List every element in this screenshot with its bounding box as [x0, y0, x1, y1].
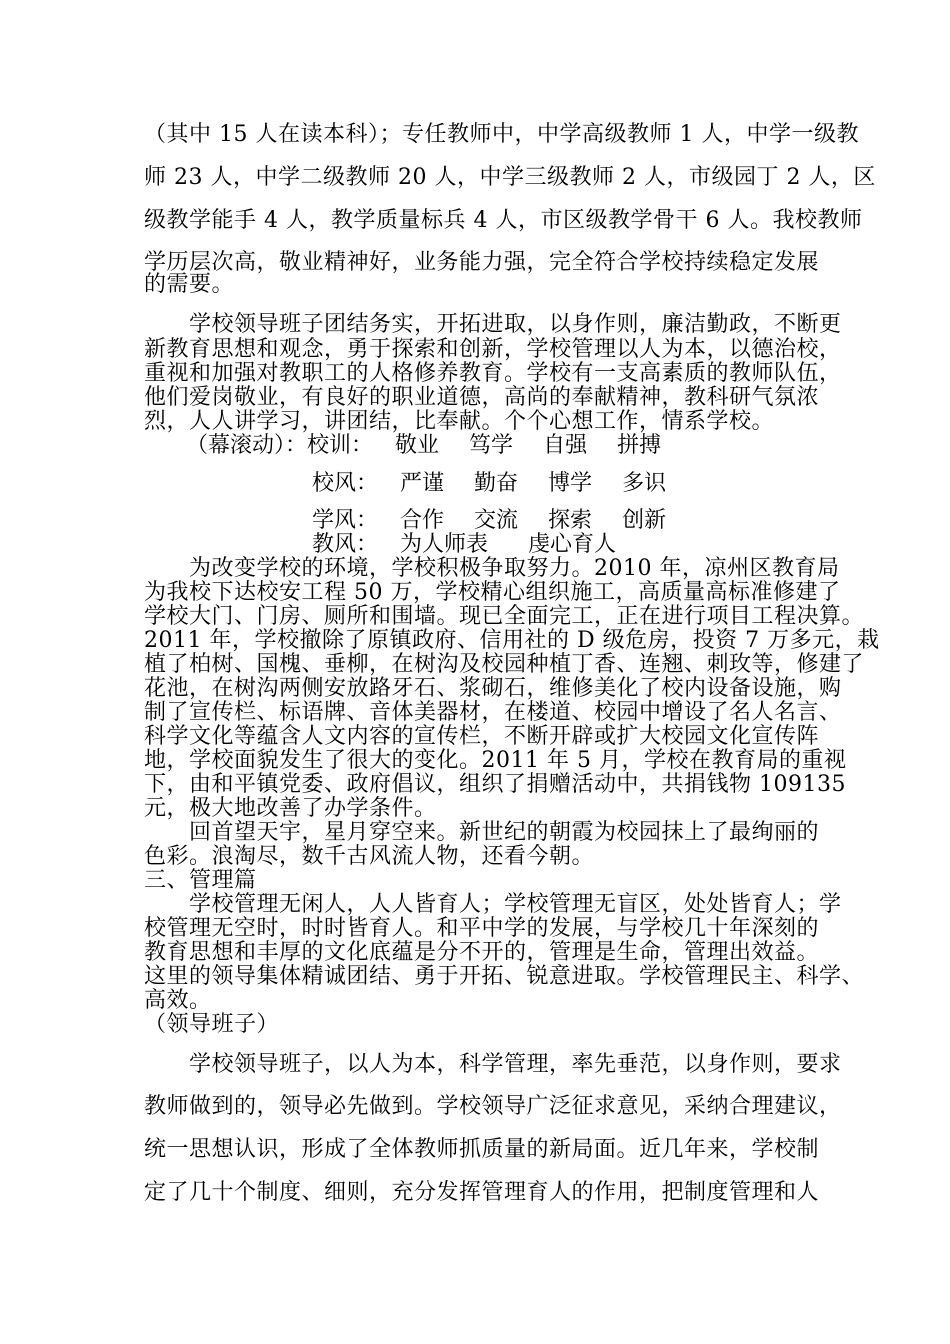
motto-key: 学风：: [312, 508, 379, 533]
paragraph-1-line-4: 学历层次高，敬业精神好，业务能力强，完全符合学校持续稳定发展: [144, 250, 820, 275]
motto-value: 探索: [548, 508, 593, 533]
paragraph-3-line-9: 地，学校面貌发生了很大的变化。2011 年 5 月，学校在教育局的重视: [144, 748, 847, 773]
paragraph-6-line-2: 教师做到的，领导必先做到。学校领导广泛征求意见，采纳合理建议，: [144, 1094, 842, 1119]
motto-value: 创新: [622, 508, 667, 533]
motto-row-1: [186, 433, 856, 459]
paragraph-1-line-3: 级教学能手 4 人，教学质量标兵 4 人，市区级教学骨干 6 人。我校教师: [144, 208, 863, 233]
paragraph-5-line-1: 学校管理无闲人，人人皆育人；学校管理无盲区，处处皆育人；学: [144, 892, 842, 917]
paragraph-1-line-1: （其中 15 人在读本科）；专任教师中，中学高级教师 1 人，中学一级教: [144, 122, 859, 147]
motto-value: 严谨: [400, 471, 445, 496]
motto-value: 敬业: [395, 433, 440, 458]
paragraph-5-line-5: 高效。: [144, 988, 212, 1013]
paragraph-2-line-2: 新教育思想和观念，勇于探索和创新，学校管理以人为本，以德治校，: [144, 337, 842, 362]
paragraph-3-line-7: 制了宣传栏、标语牌、音体美器材，在楼道、校园中增设了名人名言、: [144, 700, 842, 725]
motto-value: 虔心育人: [528, 532, 617, 557]
motto-row-2: [312, 471, 950, 497]
motto-key: 校风：: [312, 471, 379, 496]
paragraph-2-line-1: 学校领导班子团结务实，开拓进取，以身作则，廉洁勤政，不断更: [144, 312, 842, 337]
motto-value: 勤奋: [474, 471, 519, 496]
paragraph-6-line-3: 统一思想认识，形成了全体教师抓质量的新局面。近几年来，学校制: [144, 1137, 820, 1162]
motto-value: 合作: [400, 508, 445, 533]
paragraph-3-line-5: 植了柏树、国槐、垂柳，在树沟及校园种植丁香、连翘、刺玫等，修建了: [144, 652, 865, 677]
motto-value: 博学: [548, 471, 593, 496]
motto-value: 为人师表: [400, 532, 489, 557]
motto-value: 多识: [622, 471, 667, 496]
motto-row-3: [312, 508, 950, 534]
paragraph-1-line-5: 的需要。: [144, 272, 235, 297]
paragraph-3-line-3: 学校大门、门房、厕所和围墙。现已全面完工，正在进行项目工程决算。: [144, 604, 865, 629]
paragraph-3-line-1: 为改变学校的环境，学校积极争取努力。2010 年，凉州区教育局: [144, 556, 840, 581]
subsection-title: （领导班子）: [144, 1012, 280, 1037]
paragraph-1-line-2: 师 23 人，中学二级教师 20 人，中学三级教师 2 人，市级园丁 2 人，区: [144, 165, 876, 190]
motto-value: 自强: [543, 433, 588, 458]
paragraph-5-line-2: 校管理无空时，时时皆育人。和平中学的发展，与学校几十年深刻的: [144, 916, 820, 941]
paragraph-2-line-4: 他们爱岗敬业，有良好的职业道德，高尚的奉献精神，教科研气氛浓: [144, 385, 820, 410]
paragraph-6-line-1: 学校领导班子，以人为本，科学管理，率先垂范，以身作则，要求: [144, 1052, 842, 1077]
motto-row-4: [312, 532, 950, 558]
paragraph-3-line-6: 花池，在树沟两侧安放路牙石、浆砌石，维修美化了校内设备设施，购: [144, 676, 842, 701]
paragraph-3-line-4: 2011 年，学校撤除了原镇政府、信用社的 D 级危房，投资 7 万多元，栽: [144, 628, 880, 653]
motto-value: 交流: [474, 508, 519, 533]
motto-value: 笃学: [469, 433, 514, 458]
paragraph-3-line-8: 科学文化等蕴含人文内容的宣传栏，不断开辟或扩大校园文化宣传阵: [144, 724, 820, 749]
paragraph-3-line-11: 元，极大地改善了办学条件。: [144, 796, 437, 821]
paragraph-2-line-5: 烈，人人讲学习，讲团结，比奉献。个个心想工作，情系学校。: [144, 409, 775, 434]
paragraph-4-line-1: 回首望天宇，星月穿空来。新世纪的朝霞为校园抹上了最绚丽的: [144, 820, 820, 845]
paragraph-5-line-3: 教育思想和丰厚的文化底蕴是分不开的，管理是生命，管理出效益。: [144, 940, 820, 965]
paragraph-2-line-3: 重视和加强对教职工的人格修养教育。学校有一支高素质的教师队伍，: [144, 361, 842, 386]
motto-key: 教风：: [312, 532, 379, 557]
paragraph-3-line-2: 为我校下达校安工程 50 万，学校精心组织施工，高质量高标准修建了: [144, 580, 841, 605]
paragraph-5-line-4: 这里的领导集体精诚团结、勇于开拓、锐意进取。学校管理民主、科学、: [144, 964, 865, 989]
paragraph-6-line-4: 定了几十个制度、细则，充分发挥管理育人的作用，把制度管理和人: [144, 1180, 820, 1205]
paragraph-4-line-2: 色彩。浪淘尽，数千古风流人物，还看今朝。: [144, 844, 595, 869]
motto-prefix: （幕滚动）：: [186, 433, 308, 458]
paragraph-3-line-10: 下，由和平镇党委、政府倡议，组织了捐赠活动中，共捐钱物 109135: [144, 772, 846, 797]
motto-value: 拼搏: [617, 433, 662, 458]
section-title: 三、管理篇: [144, 868, 257, 893]
motto-key: 校训：: [307, 433, 374, 458]
